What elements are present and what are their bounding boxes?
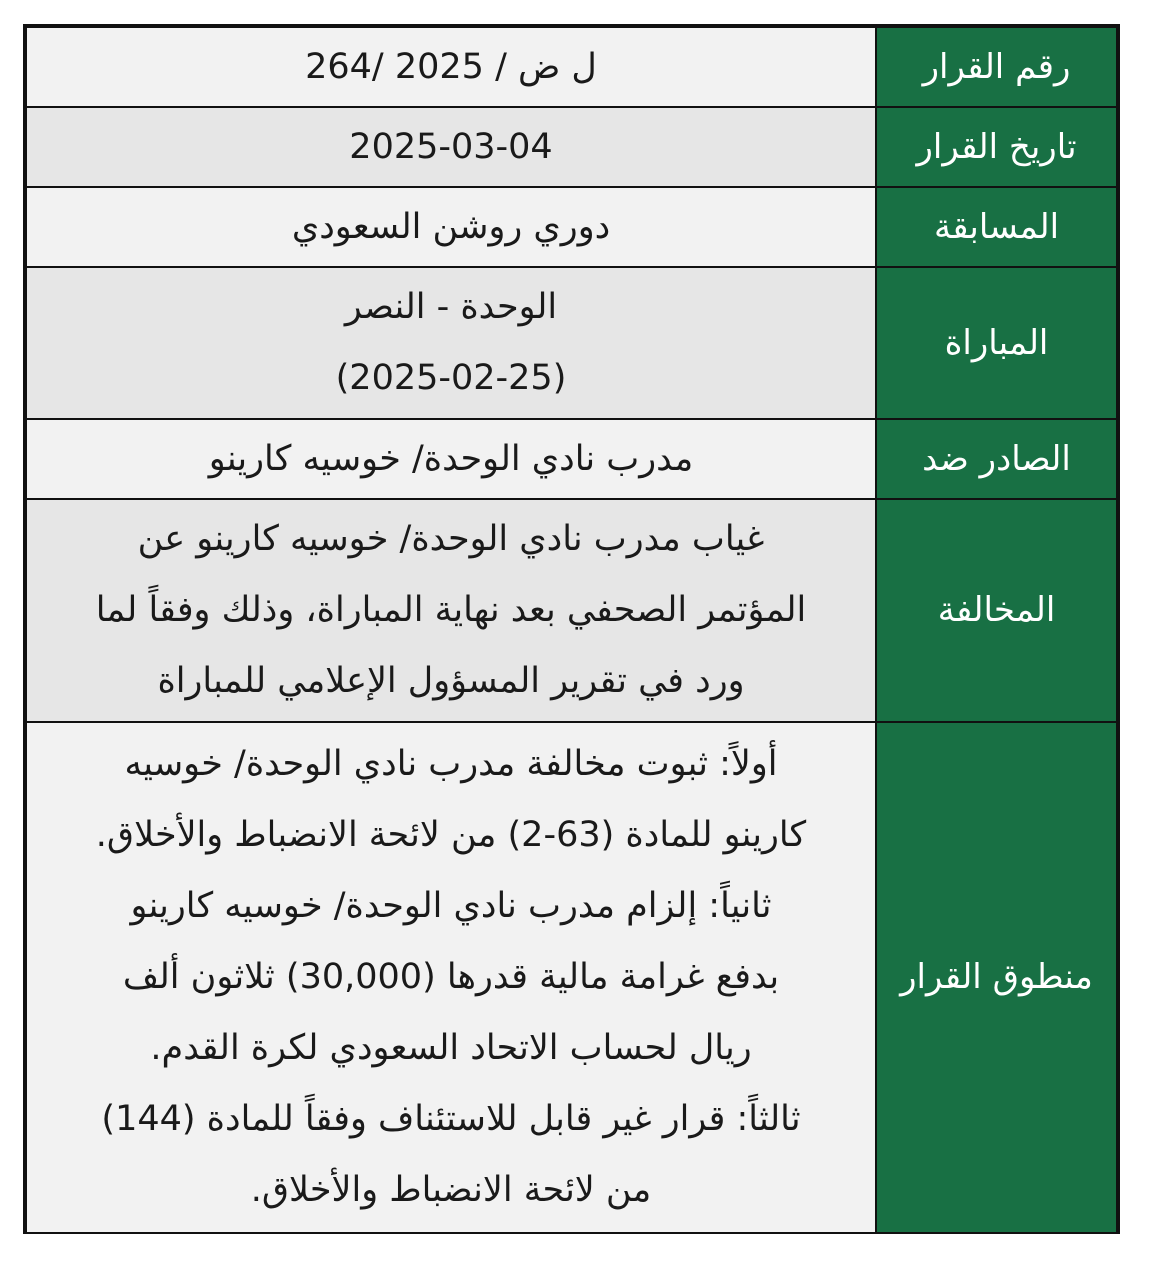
ruling-line-6: ثالثاً: قرار غير قابل للاستئناف وفقاً للمادة (144)	[101, 1099, 801, 1139]
ruling-line-4: بدفع غرامة مالية قدرها (30,000) ثلاثون ألف	[122, 957, 780, 997]
row-match	[26, 267, 1117, 419]
decision-sheet	[23, 24, 1120, 1234]
ruling-line-3: ثانياً: إلزام مدرب نادي الوحدة/ خوسيه كارينو	[130, 886, 772, 926]
row-decision-date	[26, 107, 1117, 187]
value-violation	[26, 499, 876, 722]
row-competition	[26, 187, 1117, 267]
violation-line-2: المؤتمر الصحفي بعد نهاية المباراة، وذلك وفقاً لما	[95, 590, 807, 630]
value-ruling	[26, 722, 876, 1233]
decision-table	[25, 26, 1118, 1234]
decision-number-text: 264/ ل ض / 2025	[305, 47, 597, 87]
label-decision-number: رقم القرار	[876, 27, 1117, 107]
violation-line-1: غياب مدرب نادي الوحدة/ خوسيه كارينو عن	[137, 519, 765, 559]
row-ruling	[26, 722, 1117, 1233]
ruling-line-2: كارينو للمادة (63-2) من لائحة الانضباط والأخلاق.	[95, 815, 807, 855]
value-decision-number	[26, 27, 876, 107]
ruling-line-7: من لائحة الانضباط والأخلاق.	[250, 1170, 652, 1210]
value-issued-against: مدرب نادي الوحدة/ خوسيه كارينو	[26, 419, 876, 499]
label-match: المباراة	[876, 267, 1117, 419]
ruling-line-1: أولاً: ثبوت مخالفة مدرب نادي الوحدة/ خوسيه	[124, 744, 778, 784]
violation-line-3: ورد في تقرير المسؤول الإعلامي للمباراة	[157, 661, 745, 701]
match-date	[27, 343, 875, 414]
match-teams: الوحدة - النصر	[344, 287, 558, 327]
label-ruling: منطوق القرار	[876, 722, 1117, 1233]
label-decision-date: تاريخ القرار	[876, 107, 1117, 187]
value-competition: دوري روشن السعودي	[26, 187, 876, 267]
row-decision-number	[26, 27, 1117, 107]
row-violation	[26, 499, 1117, 722]
ruling-line-5: ريال لحساب الاتحاد السعودي لكرة القدم.	[150, 1028, 752, 1068]
label-issued-against: الصادر ضد	[876, 419, 1117, 499]
match-date-text: (2025-02-25)	[335, 358, 567, 398]
row-issued-against	[26, 419, 1117, 499]
value-match	[26, 267, 876, 419]
value-decision-date	[26, 107, 876, 187]
label-competition: المسابقة	[876, 187, 1117, 267]
decision-date-text: 2025-03-04	[349, 127, 553, 167]
label-violation: المخالفة	[876, 499, 1117, 722]
